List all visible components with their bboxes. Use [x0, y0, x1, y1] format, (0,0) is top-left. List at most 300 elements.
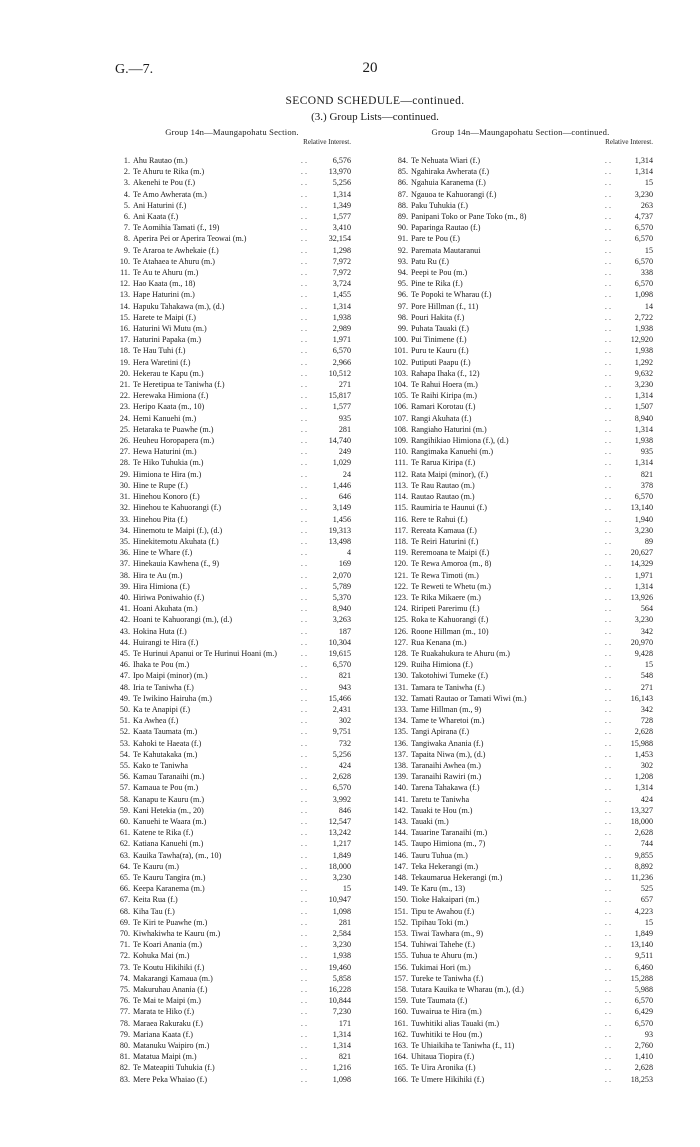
- entry-interest: 1,455: [332, 290, 351, 300]
- entry-interest: 1,216: [332, 1063, 351, 1073]
- entry-name: Te Raihi Kiripa (m.): [411, 391, 477, 401]
- list-item: [388, 637, 653, 648]
- leader-dots: . .: [604, 223, 611, 233]
- entry-interest: 20,627: [630, 548, 653, 558]
- leader-dots: . .: [604, 492, 611, 502]
- entry-number: 109.: [393, 436, 408, 446]
- list-item: [388, 648, 653, 659]
- leader-dots: . .: [300, 906, 307, 916]
- entry-number: 99.: [397, 324, 408, 334]
- entry-number: 137.: [393, 749, 408, 759]
- list-item: [388, 301, 653, 312]
- entry-name: Patu Ru (f.): [411, 256, 449, 266]
- entry-name: Hinehou Konoro (f.): [133, 492, 200, 502]
- leader-dots: . .: [604, 996, 611, 1006]
- entry-interest: 3,263: [332, 615, 351, 625]
- leader-dots: . .: [300, 760, 307, 770]
- entry-interest: 564: [640, 604, 653, 614]
- entry-number: 134.: [393, 716, 408, 726]
- entry-interest: 1,314: [634, 458, 653, 468]
- entry-interest: 6,570: [634, 1018, 653, 1028]
- list-item: [113, 267, 351, 278]
- leader-dots: . .: [604, 660, 611, 670]
- list-item: [113, 547, 351, 558]
- entry-name: Te Rewa Timoti (m.): [411, 570, 479, 580]
- leader-dots: . .: [300, 391, 307, 401]
- leader-dots: . .: [300, 223, 307, 233]
- list-item: [388, 233, 653, 244]
- entry-name: Te Rau Rautao (m.): [411, 480, 475, 490]
- leader-dots: . .: [300, 312, 307, 322]
- entry-name: Te Aomihia Tamati (f., 19): [133, 223, 220, 233]
- list-item: [113, 950, 351, 961]
- entry-number: 17.: [119, 335, 130, 345]
- entry-interest: 171: [338, 1018, 351, 1028]
- entry-number: 136.: [393, 738, 408, 748]
- entry-name: Kanapu te Kauru (m.): [133, 794, 205, 804]
- list-item: [388, 200, 653, 211]
- entry-interest: 1,314: [634, 391, 653, 401]
- list-item: [113, 401, 351, 412]
- list-item: [388, 435, 653, 446]
- entry-name: Te Mateapiti Tuhukia (f.): [133, 1063, 215, 1073]
- entry-interest: 1,314: [332, 1029, 351, 1039]
- entry-number: 104.: [393, 380, 408, 390]
- entry-name: Makarangi Kamaua (m.): [133, 973, 213, 983]
- leader-dots: . .: [300, 895, 307, 905]
- leader-dots: . .: [604, 380, 611, 390]
- list-item: [113, 883, 351, 894]
- list-item: [388, 525, 653, 536]
- entry-name: Mariana Kaata (f.): [133, 1029, 193, 1039]
- entry-interest: 2,584: [332, 929, 351, 939]
- left-column: [113, 126, 351, 1085]
- leader-dots: . .: [604, 559, 611, 569]
- entry-number: 45.: [119, 648, 130, 658]
- leader-dots: . .: [300, 716, 307, 726]
- list-item: [113, 222, 351, 233]
- leader-dots: . .: [300, 850, 307, 860]
- leader-dots: . .: [300, 1063, 307, 1073]
- list-item: [388, 950, 653, 961]
- list-item: [113, 233, 351, 244]
- entry-number: 89.: [397, 212, 408, 222]
- entry-number: 79.: [119, 1029, 130, 1039]
- list-item: [113, 536, 351, 547]
- entry-interest: 13,970: [328, 167, 351, 177]
- entry-interest: 6,570: [634, 996, 653, 1006]
- entry-name: Tipihau Toki (m.): [411, 917, 469, 927]
- entry-number: 71.: [119, 940, 130, 950]
- entry-number: 30.: [119, 480, 130, 490]
- entry-name: Ngahuia Karanema (f.): [411, 178, 486, 188]
- entry-interest: 424: [640, 794, 653, 804]
- entry-name: Roka te Kahuorangi (f.): [411, 615, 489, 625]
- list-item: [388, 480, 653, 491]
- list-item: [113, 1006, 351, 1017]
- entry-number: 1.: [123, 156, 130, 165]
- list-item: [113, 390, 351, 401]
- leader-dots: . .: [300, 816, 307, 826]
- entry-number: 161.: [393, 1018, 408, 1028]
- entry-number: 114.: [394, 492, 408, 502]
- entry-interest: 8,940: [332, 604, 351, 614]
- entry-number: 146.: [393, 850, 408, 860]
- entry-number: 118.: [394, 536, 408, 546]
- entry-interest: 2,628: [332, 772, 351, 782]
- list-item: [388, 894, 653, 905]
- entry-number: 150.: [393, 895, 408, 905]
- entry-name: Rautao Rautao (m.): [411, 492, 475, 502]
- entry-name: Heuheu Horopapera (m.): [133, 436, 215, 446]
- entry-name: Peepi te Pou (m.): [411, 268, 468, 278]
- entry-interest: 14,740: [328, 436, 351, 446]
- list-item: [388, 1006, 653, 1017]
- entry-name: Kohuka Mai (m.): [133, 951, 190, 961]
- entry-name: Iria te Taniwha (f.): [133, 682, 194, 692]
- entry-name: Te Koutu Hikihiki (f.): [133, 962, 205, 972]
- entry-name: Te Uhiaikiha te Taniwha (f., 11): [411, 1041, 515, 1051]
- leader-dots: . .: [300, 929, 307, 939]
- entry-interest: 5,789: [332, 581, 351, 591]
- entry-number: 129.: [393, 660, 408, 670]
- entry-interest: 1,971: [634, 570, 653, 580]
- list-item: [113, 670, 351, 681]
- leader-dots: . .: [300, 615, 307, 625]
- leader-dots: . .: [300, 290, 307, 300]
- list-item: [113, 435, 351, 446]
- list-item: [388, 570, 653, 581]
- entry-number: 28.: [119, 458, 130, 468]
- entry-number: 107.: [393, 413, 408, 423]
- list-item: [388, 502, 653, 513]
- list-item: [388, 682, 653, 693]
- entry-name: Heripo Kaata (m., 10): [133, 402, 205, 412]
- entry-number: 163.: [393, 1041, 408, 1051]
- entry-name: Te Kauru Tangira (m.): [133, 873, 206, 882]
- entry-name: Hinemotu te Maipi (f.), (d.): [133, 525, 223, 535]
- entry-interest: 342: [640, 704, 653, 714]
- leader-dots: . .: [604, 312, 611, 322]
- entry-name: Tauarine Taranaihi (m.): [411, 828, 488, 838]
- entry-name: Te Rahui Hoera (m.): [411, 380, 478, 390]
- entry-name: Te Iwikino Hairuha (m.): [133, 693, 212, 703]
- leader-dots: . .: [604, 895, 611, 905]
- list-item: [388, 222, 653, 233]
- list-item: [388, 536, 653, 547]
- leader-dots: . .: [604, 178, 611, 188]
- entry-name: Tekaumarua Hekerangi (m.): [411, 873, 503, 882]
- list-item: [388, 592, 653, 603]
- entry-name: Hine te Rupe (f.): [133, 480, 188, 490]
- leader-dots: . .: [604, 648, 611, 658]
- leader-dots: . .: [604, 212, 611, 222]
- entry-name: Te Nehuata Wiari (f.): [411, 156, 481, 165]
- entry-number: 25.: [119, 424, 130, 434]
- entry-interest: 378: [640, 480, 653, 490]
- entry-name: Kauika Tawha(ra), (m., 10): [133, 850, 222, 860]
- list-item: [388, 256, 653, 267]
- entry-name: Herewaka Himiona (f.): [133, 391, 209, 401]
- leader-dots: . .: [604, 873, 611, 882]
- entry-number: 128.: [393, 648, 408, 658]
- entry-number: 39.: [119, 581, 130, 591]
- list-item: [388, 413, 653, 424]
- entry-interest: 93: [644, 1029, 653, 1039]
- entry-interest: 1,938: [332, 951, 351, 961]
- entry-interest: 249: [338, 447, 351, 457]
- entry-name: Pouri Hakita (f.): [411, 312, 465, 322]
- list-item: [388, 872, 653, 883]
- list-item: [113, 200, 351, 211]
- leader-dots: . .: [300, 637, 307, 647]
- list-item: [113, 334, 351, 345]
- list-item: [388, 1029, 653, 1040]
- entry-interest: 728: [640, 716, 653, 726]
- entry-name: Rereata Kamaua (f.): [411, 525, 477, 535]
- entry-number: 121.: [393, 570, 408, 580]
- entry-number: 3.: [123, 178, 130, 188]
- entry-interest: 1,292: [634, 357, 653, 367]
- list-item: [113, 289, 351, 300]
- leader-dots: . .: [604, 525, 611, 535]
- list-item: [113, 581, 351, 592]
- entry-name: Te Kauru (m.): [133, 861, 179, 871]
- leader-dots: . .: [300, 469, 307, 479]
- entry-name: Hekerau te Kapu (m.): [133, 368, 204, 378]
- leader-dots: . .: [604, 357, 611, 367]
- list-item: [388, 816, 653, 827]
- entry-interest: 13,140: [630, 503, 653, 513]
- leader-dots: . .: [604, 693, 611, 703]
- entry-number: 151.: [393, 906, 408, 916]
- entry-number: 143.: [393, 816, 408, 826]
- leader-dots: . .: [300, 962, 307, 972]
- entry-interest: 14,329: [630, 559, 653, 569]
- entry-number: 7.: [123, 223, 130, 233]
- entry-interest: 10,304: [328, 637, 351, 647]
- leader-dots: . .: [300, 671, 307, 681]
- entry-interest: 338: [640, 268, 653, 278]
- leader-dots: . .: [300, 245, 307, 255]
- entry-interest: 4,737: [634, 212, 653, 222]
- entry-interest: 846: [338, 805, 351, 815]
- entry-interest: 1,314: [634, 156, 653, 165]
- leader-dots: . .: [300, 592, 307, 602]
- entry-interest: 6,570: [634, 279, 653, 289]
- entry-name: Rua Kenana (m.): [411, 637, 467, 647]
- entry-number: 75.: [119, 985, 130, 995]
- entry-name: Tuhua te Ahuru (m.): [411, 951, 478, 961]
- entry-interest: 7,972: [332, 268, 351, 278]
- leader-dots: . .: [300, 917, 307, 927]
- entry-number: 84.: [397, 156, 408, 165]
- entry-name: Pore Hillman (f., 11): [411, 301, 479, 311]
- entry-number: 132.: [393, 693, 408, 703]
- list-item: [388, 861, 653, 872]
- list-item: [388, 289, 653, 300]
- entry-name: Te Atahaea te Ahuru (m.): [133, 256, 215, 266]
- entry-number: 34.: [119, 525, 130, 535]
- entry-number: 69.: [119, 917, 130, 927]
- leader-dots: . .: [300, 951, 307, 961]
- leader-dots: . .: [604, 346, 611, 356]
- entry-interest: 1,314: [634, 167, 653, 177]
- entry-name: Kahoki te Haeata (f.): [133, 738, 202, 748]
- entry-number: 43.: [119, 626, 130, 636]
- entry-interest: 1,577: [332, 212, 351, 222]
- entry-name: Pare te Pou (f.): [411, 234, 460, 244]
- entry-interest: 6,570: [332, 660, 351, 670]
- entry-number: 62.: [119, 839, 130, 849]
- entry-name: Kani Hetekia (m., 20): [133, 805, 204, 815]
- leader-dots: . .: [604, 805, 611, 815]
- entry-interest: 10,512: [328, 368, 351, 378]
- entry-interest: 1,410: [634, 1052, 653, 1062]
- entry-name: Te Uira Aronika (f.): [411, 1063, 476, 1073]
- leader-dots: . .: [604, 402, 611, 412]
- entry-name: Kamau Taranaihi (m.): [133, 772, 205, 782]
- entry-number: 116.: [394, 514, 408, 524]
- entry-name: Te Ruakahukura te Ahuru (m.): [411, 648, 511, 658]
- leader-dots: . .: [300, 346, 307, 356]
- entry-number: 21.: [119, 380, 130, 390]
- leader-dots: . .: [300, 167, 307, 177]
- entry-number: 36.: [119, 548, 130, 558]
- list-item: [113, 805, 351, 816]
- entry-name: Hoani Akuhata (m.): [133, 604, 198, 614]
- entry-number: 78.: [119, 1018, 130, 1028]
- right-rows: [388, 155, 653, 1085]
- relative-interest-header: Relative Interest.: [303, 138, 351, 146]
- entry-number: 125.: [393, 615, 408, 625]
- entry-number: 162.: [393, 1029, 408, 1039]
- entry-name: Haturini Wi Mutu (m.): [133, 324, 207, 334]
- entry-interest: 6,570: [634, 256, 653, 266]
- entry-interest: 732: [338, 738, 351, 748]
- entry-name: Katiana Kanuehi (m.): [133, 839, 204, 849]
- entry-number: 49.: [119, 693, 130, 703]
- list-item: [388, 760, 653, 771]
- entry-number: 77.: [119, 1007, 130, 1017]
- list-item: [113, 928, 351, 939]
- entry-interest: 15,466: [328, 693, 351, 703]
- list-item: [113, 872, 351, 883]
- entry-interest: 8,892: [634, 861, 653, 871]
- entry-number: 47.: [119, 671, 130, 681]
- entry-interest: 3,992: [332, 794, 351, 804]
- entry-name: Rangihikiao Himiona (f.), (d.): [411, 436, 509, 446]
- leader-dots: . .: [300, 570, 307, 580]
- leader-dots: . .: [300, 156, 307, 165]
- list-item: [113, 446, 351, 457]
- list-item: [113, 749, 351, 760]
- entry-number: 65.: [119, 873, 130, 882]
- leader-dots: . .: [604, 1063, 611, 1073]
- list-item: [113, 1029, 351, 1040]
- list-item: [388, 670, 653, 681]
- list-item: [113, 1074, 351, 1085]
- leader-dots: . .: [300, 884, 307, 894]
- list-item: [113, 166, 351, 177]
- entry-name: Hiriwa Poniwahio (f.): [133, 592, 205, 602]
- entry-number: 105.: [393, 391, 408, 401]
- entry-interest: 12,547: [328, 816, 351, 826]
- entry-name: Te Reiri Haturini (f.): [411, 536, 479, 546]
- entry-name: Rahapa Ihaka (f., 12): [411, 368, 480, 378]
- entry-interest: 9,855: [634, 850, 653, 860]
- entry-number: 126.: [393, 626, 408, 636]
- entry-number: 140.: [393, 783, 408, 793]
- entry-interest: 16,143: [630, 693, 653, 703]
- entry-name: Maraea Rakuraku (f.): [133, 1018, 203, 1028]
- leader-dots: . .: [604, 167, 611, 177]
- entry-interest: 821: [338, 1052, 351, 1062]
- leader-dots: . .: [604, 772, 611, 782]
- entry-number: 29.: [119, 469, 130, 479]
- entry-name: Tame te Wharetoi (m.): [411, 716, 485, 726]
- entry-interest: 6,576: [332, 156, 351, 165]
- entry-name: Riripeti Parerimu (f.): [411, 604, 480, 614]
- entry-interest: 6,570: [634, 492, 653, 502]
- entry-number: 102.: [393, 357, 408, 367]
- entry-name: Taranaihi Rawiri (m.): [411, 772, 482, 782]
- entry-name: Te Hurinui Apanui or Te Hurinui Hoani (m.): [133, 648, 277, 658]
- entry-interest: 2,628: [634, 1063, 653, 1073]
- entry-number: 37.: [119, 559, 130, 569]
- list-item: [113, 256, 351, 267]
- entry-number: 14.: [119, 301, 130, 311]
- schedule-subtitle: (3.) Group Lists—continued.: [311, 111, 439, 123]
- list-item: [388, 245, 653, 256]
- list-item: [113, 637, 351, 648]
- entry-number: 108.: [393, 424, 408, 434]
- entry-interest: 1,938: [634, 346, 653, 356]
- entry-name: Te Karu (m., 13): [411, 884, 466, 894]
- list-item: [388, 1040, 653, 1051]
- list-item: [113, 469, 351, 480]
- entry-name: Te Rewa Amoroa (m., 8): [411, 559, 492, 569]
- entry-number: 130.: [393, 671, 408, 681]
- leader-dots: . .: [604, 962, 611, 972]
- entry-name: Hinekitemotu Akuhata (f.): [133, 536, 219, 546]
- leader-dots: . .: [300, 413, 307, 423]
- relative-interest-header: Relative Interest.: [605, 138, 653, 146]
- entry-interest: 16,228: [328, 985, 351, 995]
- leader-dots: . .: [604, 424, 611, 434]
- entry-name: Tuwhitiki te Hou (m.): [411, 1029, 483, 1039]
- entry-number: 166.: [393, 1074, 408, 1084]
- entry-name: Ahu Rautao (m.): [133, 156, 188, 165]
- entry-number: 147.: [393, 861, 408, 871]
- leader-dots: . .: [300, 447, 307, 457]
- entry-number: 85.: [397, 167, 408, 177]
- leader-dots: . .: [604, 1074, 611, 1084]
- entry-interest: 2,431: [332, 704, 351, 714]
- entry-number: 20.: [119, 368, 130, 378]
- leader-dots: . .: [604, 749, 611, 759]
- leader-dots: . .: [300, 704, 307, 714]
- entry-number: 38.: [119, 570, 130, 580]
- entry-number: 63.: [119, 850, 130, 860]
- entry-number: 10.: [119, 256, 130, 266]
- list-item: [388, 883, 653, 894]
- entry-number: 58.: [119, 794, 130, 804]
- leader-dots: . .: [604, 738, 611, 748]
- list-item: [113, 760, 351, 771]
- entry-interest: 3,149: [332, 503, 351, 513]
- entry-interest: 15: [644, 660, 653, 670]
